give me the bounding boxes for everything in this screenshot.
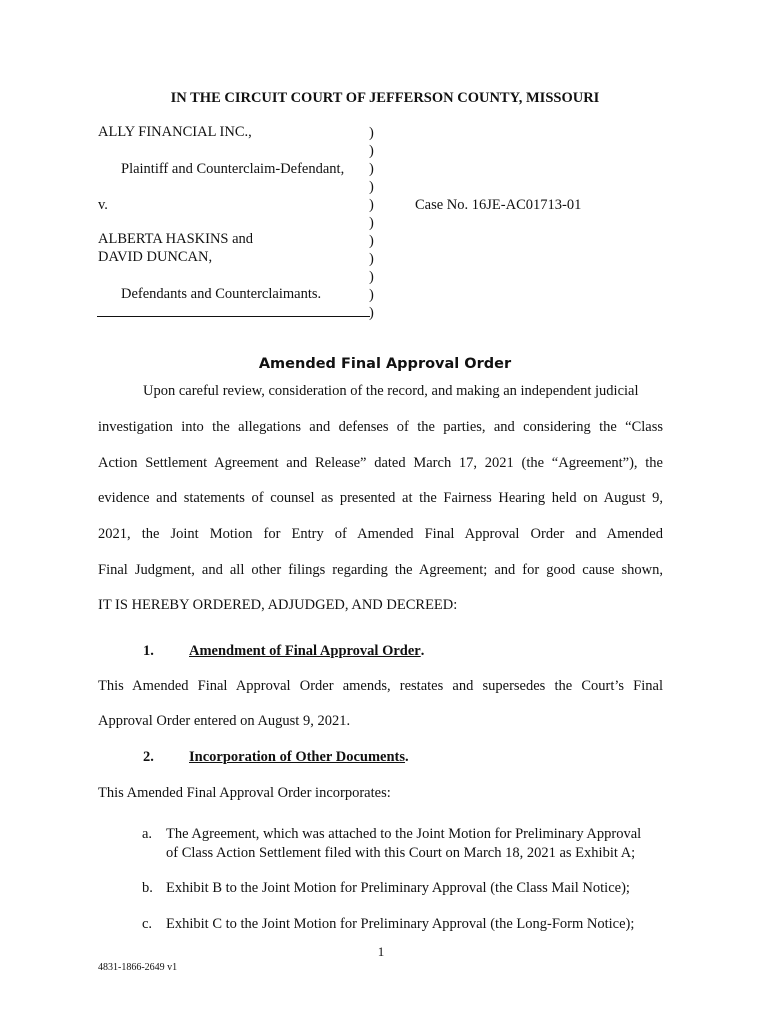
section-heading — [189, 643, 424, 660]
defendant-line-2: DAVID DUNCAN, — [98, 249, 213, 265]
document-id: 4831-1866-2649 v1 — [98, 962, 178, 973]
list-item-text: The Agreement, which was attached to the Joint Motion for Preliminary Approval — [166, 826, 642, 842]
caption-rule — [97, 316, 370, 317]
decree-line: IT IS HEREBY ORDERED, ADJUDGED, AND DECREED: — [98, 597, 458, 613]
caption-paren: ) — [369, 269, 374, 285]
heading-period: . — [420, 643, 425, 659]
list-item-text: Exhibit C to the Joint Motion for Preliminary Approval (the Long-Form Notice); — [166, 916, 635, 932]
intro-line: Final Judgment, and all other filings regarding the Agreement; and for good cause shown, — [98, 562, 663, 578]
plaintiff-name: ALLY FINANCIAL INC., — [98, 124, 252, 140]
plaintiff-role: Plaintiff and Counterclaim-Defendant, — [121, 161, 345, 177]
caption-paren: ) — [369, 197, 374, 213]
intro-line: Upon careful review, consideration of the record, and making an independent judicial — [143, 383, 639, 399]
section-heading-text: Amendment of Final Approval Order — [189, 643, 421, 659]
caption-paren: ) — [369, 215, 374, 231]
page-number: 1 — [377, 944, 385, 959]
intro-line: Action Settlement Agreement and Release” dated March 17, 2021 (the “Agreement”), the — [98, 455, 663, 471]
caption-paren: ) — [369, 233, 374, 249]
list-letter: b. — [142, 880, 153, 896]
defendant-role: Defendants and Counterclaimants. — [121, 286, 322, 302]
section-line: This Amended Final Approval Order incorporates: — [98, 785, 391, 801]
caption-paren: ) — [369, 305, 374, 321]
list-item-text: Exhibit B to the Joint Motion for Preliminary Approval (the Class Mail Notice); — [166, 880, 630, 896]
section-heading — [189, 749, 409, 766]
section-line: Approval Order entered on August 9, 2021. — [98, 713, 351, 729]
caption-paren: ) — [369, 125, 374, 141]
caption-paren: ) — [369, 143, 374, 159]
intro-line: 2021, the Joint Motion for Entry of Amended Final Approval Order and Amended — [98, 526, 663, 542]
section-number: 2. — [143, 749, 154, 765]
court-title: IN THE CIRCUIT COURT OF JEFFERSON COUNTY, MISSOURI — [170, 90, 600, 106]
section-line: This Amended Final Approval Order amends, restates and supersedes the Court’s Final — [98, 678, 663, 694]
versus: v. — [98, 197, 108, 213]
section-number: 1. — [143, 643, 154, 659]
section-heading-text: Incorporation of Other Documents — [189, 749, 406, 765]
order-title: Amended Final Approval Order — [258, 356, 512, 372]
list-item-text: of Class Action Settlement filed with this Court on March 18, 2021 as Exhibit A; — [166, 845, 636, 861]
caption-paren: ) — [369, 179, 374, 195]
list-letter: c. — [142, 916, 153, 932]
caption-paren: ) — [369, 161, 374, 177]
defendant-line-1: ALBERTA HASKINS and — [98, 231, 254, 247]
list-letter: a. — [142, 826, 153, 842]
heading-period: . — [405, 749, 409, 765]
caption-paren: ) — [369, 287, 374, 303]
caption-paren: ) — [369, 251, 374, 267]
intro-line: evidence and statements of counsel as presented at the Fairness Hearing held on August 9, — [98, 490, 663, 506]
case-number: Case No. 16JE-AC01713-01 — [415, 197, 582, 213]
intro-line: investigation into the allegations and defenses of the parties, and considering the “Class — [98, 419, 663, 435]
